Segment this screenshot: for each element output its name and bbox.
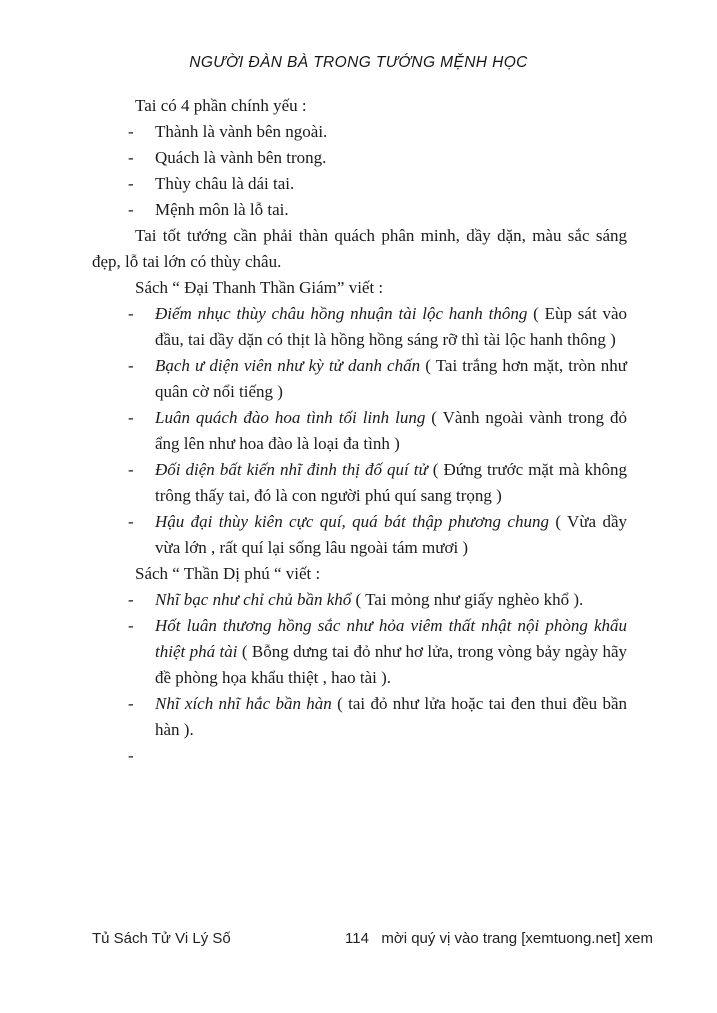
list-item-text: Quách là vành bên trong. bbox=[155, 148, 327, 167]
quote-text: Điếm nhục thùy châu hồng nhuận tài lộc hanh thông bbox=[155, 304, 528, 323]
quote-explanation: ( Eùp sát vào đầu, tai dầy dặn có thịt là hồng hồng sáng rỡ thì tài lộc hanh thông ) bbox=[155, 304, 628, 349]
quote-item bbox=[92, 509, 627, 561]
footer-site-note: mời quý vị vào trang [xemtuong.net] xem bbox=[381, 930, 653, 947]
page-footer bbox=[92, 930, 653, 952]
dash-marker: - bbox=[128, 174, 134, 193]
quote-explanation: ( Tai mỏng như giấy nghèo khổ ). bbox=[355, 590, 584, 609]
list-item-text: Thành là vành bên ngoài. bbox=[155, 122, 328, 141]
quote-explanation: ( tai đỏ như lửa hoặc tai đen thui đều bần hàn ). bbox=[155, 694, 628, 739]
quote-explanation: ( Đứng trước mặt mà không trông thấy tai, đó là con người phú quí sang trọng ) bbox=[155, 460, 628, 505]
dash-marker: - bbox=[128, 694, 134, 713]
quote-list-dai-thanh-than-giam bbox=[92, 301, 627, 561]
quote-explanation: ( Vành ngoài vành trong đỏ ẩng lên như hoa đào là loại đa tình ) bbox=[155, 408, 628, 453]
quote-text: Hậu đại thùy kiên cực quí, quá bát thập phương chung bbox=[155, 512, 549, 531]
list-item bbox=[92, 145, 627, 171]
dash-marker: - bbox=[128, 148, 134, 167]
dash-marker: - bbox=[128, 408, 134, 427]
quote-text: Bạch ư diện viên như kỳ tử danh chấn bbox=[155, 356, 421, 375]
page-body bbox=[92, 93, 628, 765]
dash-marker: - bbox=[128, 122, 134, 141]
list-item bbox=[92, 119, 627, 145]
list-item-text: Thùy châu là dái tai. bbox=[155, 174, 295, 193]
paragraph-good-ear: Tai tốt tướng cần phải thàn quách phân minh, dầy dặn, màu sắc sáng đẹp, lỗ tai lớn có thùy châu. bbox=[92, 226, 627, 271]
dash-marker: - bbox=[128, 304, 134, 323]
quote-text: Đối diện bất kiến nhĩ đinh thị đố quí tử bbox=[155, 460, 428, 479]
quote-item bbox=[92, 457, 627, 509]
quote-text: Luân quách đào hoa tình tối linh lung bbox=[155, 408, 426, 427]
footer-series-title: Tủ Sách Tử Vi Lý Số bbox=[92, 930, 231, 947]
dash-marker: - bbox=[128, 356, 134, 375]
quote-item bbox=[92, 301, 627, 353]
quote-explanation: ( Bỗng dưng tai đỏ như hơ lửa, trong vòng bảy ngày hãy đề phòng họa khẩu thiệt , hao tài ). bbox=[155, 642, 627, 687]
quote-item bbox=[92, 405, 627, 457]
dash-marker: - bbox=[128, 590, 134, 609]
quote-item bbox=[92, 613, 627, 691]
quote-item bbox=[92, 353, 627, 405]
quote-text: Nhĩ bạc như chỉ chủ bần khổ bbox=[155, 590, 352, 609]
quote-text: Nhĩ xích nhĩ hắc bần hàn bbox=[155, 694, 332, 713]
quote-explanation: ( Tai trắng hơn mặt, tròn như quân cờ nổi tiếng ) bbox=[155, 356, 628, 401]
quote-explanation: ( Vừa dầy vừa lớn , rất quí lại sống lâu ngoài tám mươi ) bbox=[155, 512, 628, 557]
list-item-text: Mệnh môn là lỗ tai. bbox=[155, 200, 289, 219]
dash-marker: - bbox=[128, 512, 134, 531]
quote-item bbox=[92, 587, 627, 613]
quote-text: Hốt luân thương hồng sắc như hỏa viêm thất nhật nội phòng khẩu thiệt phá tài bbox=[155, 616, 627, 661]
section-heading-than-di-phu: Sách “ Thần Dị phú “ viết : bbox=[135, 564, 321, 583]
section-heading-dai-thanh-than-giam: Sách “ Đại Thanh Thần Giám” viết : bbox=[135, 278, 384, 297]
dash-marker: - bbox=[128, 616, 134, 635]
list-item bbox=[92, 171, 627, 197]
quote-item bbox=[92, 691, 627, 743]
footer-page-number: 114 bbox=[345, 930, 369, 947]
ear-parts-list bbox=[92, 119, 627, 223]
quote-list-than-di-phu bbox=[92, 587, 628, 765]
list-item bbox=[92, 197, 627, 223]
dash-marker: - bbox=[128, 746, 134, 765]
page-title: NGƯỜI ĐÀN BÀ TRONG TƯỚNG MỆNH HỌC bbox=[189, 54, 528, 71]
dash-marker: - bbox=[128, 460, 134, 479]
intro-line: Tai có 4 phần chính yếu : bbox=[135, 96, 307, 115]
dash-marker: - bbox=[128, 200, 134, 219]
